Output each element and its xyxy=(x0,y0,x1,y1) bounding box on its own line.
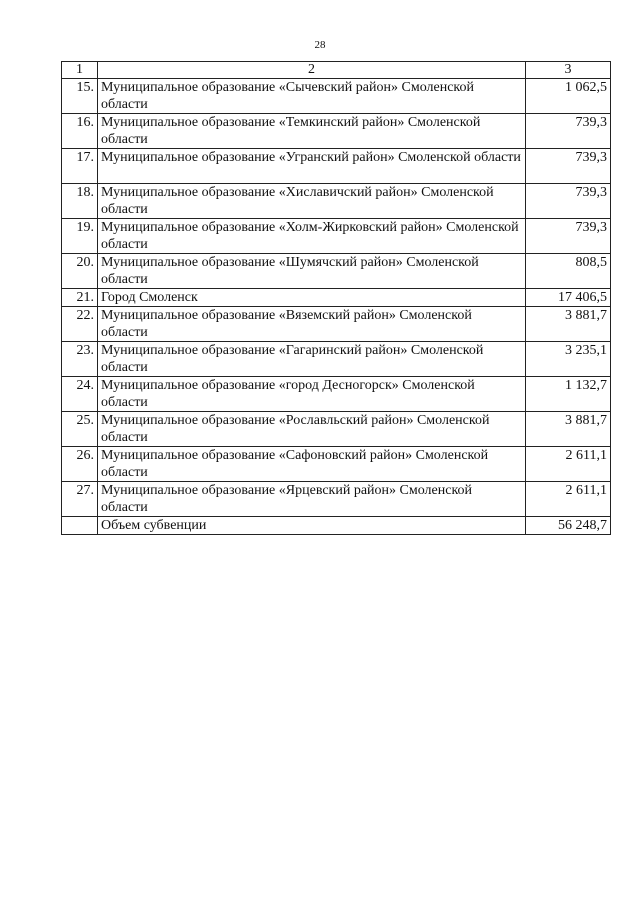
municipality-name: Муниципальное образование «Угранский район» Смоленской области xyxy=(98,149,526,184)
subvention-value: 739,3 xyxy=(526,184,611,219)
column-header-name: 2 xyxy=(98,62,526,79)
total-row xyxy=(62,517,611,535)
table-row xyxy=(62,447,611,482)
row-number: 16. xyxy=(62,114,98,149)
table-row xyxy=(62,482,611,517)
table-row xyxy=(62,342,611,377)
subvention-value: 739,3 xyxy=(526,219,611,254)
row-number: 21. xyxy=(62,289,98,307)
row-number: 25. xyxy=(62,412,98,447)
row-number: 20. xyxy=(62,254,98,289)
subvention-value: 739,3 xyxy=(526,149,611,184)
table-row xyxy=(62,79,611,114)
municipality-name: Муниципальное образование «Холм-Жирковский район» Смоленской области xyxy=(98,219,526,254)
row-number: 19. xyxy=(62,219,98,254)
subvention-value: 808,5 xyxy=(526,254,611,289)
table-row xyxy=(62,184,611,219)
subvention-value: 3 235,1 xyxy=(526,342,611,377)
municipality-name: Муниципальное образование «Темкинский район» Смоленской области xyxy=(98,114,526,149)
row-number: 17. xyxy=(62,149,98,184)
subvention-value: 1 132,7 xyxy=(526,377,611,412)
total-number xyxy=(62,517,98,535)
municipality-name: Муниципальное образование «Сычевский район» Смоленской области xyxy=(98,79,526,114)
table-row xyxy=(62,114,611,149)
municipality-name: Муниципальное образование «Рославльский район» Смоленской области xyxy=(98,412,526,447)
table-row xyxy=(62,149,611,184)
subvention-value: 2 611,1 xyxy=(526,482,611,517)
table-row xyxy=(62,377,611,412)
row-number: 24. xyxy=(62,377,98,412)
row-number: 23. xyxy=(62,342,98,377)
column-header-value: 3 xyxy=(526,62,611,79)
table-row xyxy=(62,412,611,447)
subvention-value: 1 062,5 xyxy=(526,79,611,114)
table-row xyxy=(62,254,611,289)
table-row xyxy=(62,289,611,307)
total-label: Объем субвенции xyxy=(98,517,526,535)
municipality-name: Муниципальное образование «Шумячский район» Смоленской области xyxy=(98,254,526,289)
municipality-name: Муниципальное образование «Ярцевский район» Смоленской области xyxy=(98,482,526,517)
municipality-name: Муниципальное образование «Хиславичский район» Смоленской области xyxy=(98,184,526,219)
row-number: 15. xyxy=(62,79,98,114)
municipality-name: Муниципальное образование «Вяземский район» Смоленской области xyxy=(98,307,526,342)
header-row xyxy=(62,62,611,79)
subvention-value: 17 406,5 xyxy=(526,289,611,307)
row-number: 27. xyxy=(62,482,98,517)
subvention-table xyxy=(61,61,611,535)
municipality-name: Муниципальное образование «город Десногорск» Смоленской области xyxy=(98,377,526,412)
subvention-value: 3 881,7 xyxy=(526,307,611,342)
column-header-number: 1 xyxy=(62,62,98,79)
subvention-value: 3 881,7 xyxy=(526,412,611,447)
municipality-name: Муниципальное образование «Гагаринский район» Смоленской области xyxy=(98,342,526,377)
row-number: 22. xyxy=(62,307,98,342)
page-number: 28 xyxy=(314,39,326,51)
municipality-name: Город Смоленск xyxy=(98,289,526,307)
row-number: 26. xyxy=(62,447,98,482)
subvention-value: 739,3 xyxy=(526,114,611,149)
row-number: 18. xyxy=(62,184,98,219)
table-row xyxy=(62,307,611,342)
total-value: 56 248,7 xyxy=(526,517,611,535)
municipality-name: Муниципальное образование «Сафоновский район» Смоленской области xyxy=(98,447,526,482)
table-row xyxy=(62,219,611,254)
subvention-value: 2 611,1 xyxy=(526,447,611,482)
